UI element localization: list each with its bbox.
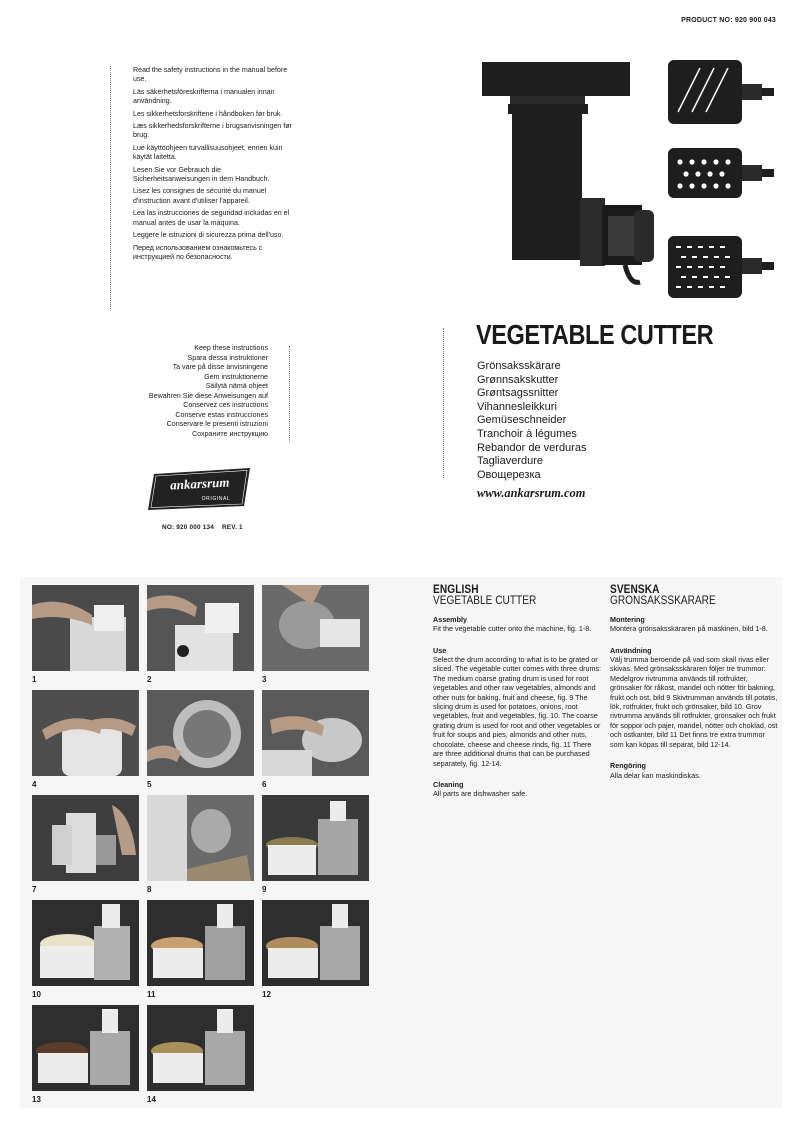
- figure-label: 8: [147, 885, 152, 894]
- figure-photo-8: [147, 795, 254, 881]
- figure-label: 7: [32, 885, 37, 894]
- keep-instructions: [128, 344, 268, 439]
- translation-line: Vihannesleikkuri: [477, 400, 557, 413]
- language-heading: ENGLISH: [433, 584, 479, 596]
- figure-label: 13: [32, 1095, 41, 1104]
- keep-divider: [289, 346, 290, 442]
- keep-line: Ta vare på disse anvisningene: [172, 363, 268, 371]
- safety-line: Lesen Sie vor Gebrauch die Sicherheitsanweisungen in dem Handbuch.: [133, 165, 270, 184]
- safety-line: Перед использованием ознакомьтесь с инструкцией по безопасности.: [133, 243, 263, 261]
- safety-line: Lisez les consignes de sécurité du manuel d'instruction avant d'utiliser l'appareil.: [133, 187, 267, 205]
- language-subtitle: GRÖNSAKSSKÄRARE: [610, 595, 716, 608]
- section-body: Select the drum according to what is to be grated or sliced. The vegetable cutter comes with three drums: The medium coarse grating drum is used for root vegetables and other raw vegetables, almonds and other nuts for baking, fruit and cheese, fig. 9 The slicing drum is used for potatoes, onions, root vegetables, fruit and vegetables, fig. 10. The coarse grating drum is used for root and other vegetables or fruit for soups and pies, almonds and other nuts, chocolate, cheese and cheese rinds, fig. 11 There are three additional drums that can be purchased separately, fig. 12-14.: [433, 655, 602, 768]
- title-divider: [443, 328, 444, 478]
- figure-photo-9: [262, 795, 369, 881]
- safety-divider: [110, 66, 111, 309]
- figure-label: 6: [262, 780, 267, 789]
- figure-label: 3: [262, 675, 267, 684]
- figure-photo-14: [147, 1005, 254, 1091]
- keep-line: Сохраните инструкцию: [192, 429, 268, 438]
- figure-label: 10: [32, 990, 41, 999]
- website-link[interactable]: www.ankarsrum.com: [477, 486, 586, 500]
- title-translations: [477, 360, 586, 482]
- english-column: [433, 586, 603, 799]
- section-heading: Use: [433, 645, 447, 655]
- safety-line: Read the safety instructions in the manual before use.: [133, 66, 288, 84]
- figure-photo-1: [32, 585, 139, 671]
- section-heading: Montering: [610, 614, 645, 624]
- section-body: Alla delar kan maskindiskas.: [610, 770, 701, 780]
- doc-number: NO: 920 000 134: [162, 524, 215, 531]
- safety-line: Les sikkerhetsforskriftene i håndboken før bruk.: [133, 109, 283, 118]
- figure-label: 14: [147, 1095, 156, 1104]
- translation-line: Tagliaverdure: [477, 455, 544, 468]
- safety-line: Læs sikkerhedsforskrifterne i brugsanvisningen før brug.: [133, 122, 292, 140]
- figure-label: 12: [262, 990, 271, 999]
- figure-label: 5: [147, 780, 152, 789]
- section-body: Montera grönsaksskäraren på maskinen, bild 1-8.: [610, 624, 768, 634]
- svenska-column: [610, 586, 780, 780]
- figure-photo-13: [32, 1005, 139, 1091]
- doc-revision: REV. 1: [221, 524, 243, 531]
- translation-line: Gemüseschneider: [477, 414, 567, 427]
- section-body: Välj trumma beroende på vad som skall rivas eller skivas. Med grönsaksskäraren följer tre trummor: Medelgrov rivtrumma används till rotfrukter, grönsaker för råkost, mandel och nötter för bakning, frukt och ost, bild 9 Skivtrumman används till potatis, lök, rotfrukter, frukt och grönsaker, bild 10. Grov rivtrumma används till rotfrukter, grönsaker och frukt för soppor och pajer, mandel, nötter och choklad, ost och ostkanter, bild 11 Det finns tre extra trummor som kan köpas till separat, bild 12-14.: [610, 655, 778, 749]
- brand-tagline: ORIGINAL: [201, 496, 231, 502]
- figure-photo-7: [32, 795, 139, 881]
- product-number: PRODUCT NO: 920 900 043: [681, 17, 776, 24]
- section-heading: Rengöring: [610, 761, 646, 771]
- safety-instructions: [133, 66, 293, 265]
- figure-label: 2: [147, 675, 152, 684]
- figure-photo-3: [262, 585, 369, 671]
- document-number: [162, 524, 243, 531]
- brand-name: ankarsrum: [169, 474, 230, 493]
- safety-line: Läs säkerhetsföreskrifterna i manualen innan användning.: [133, 87, 275, 106]
- safety-line: Leggere le istruzioni di sicurezza prima dell'uso.: [133, 231, 284, 240]
- language-heading: SVENSKA: [610, 584, 660, 596]
- section-body: All parts are dishwasher safe.: [433, 789, 528, 799]
- safety-line: Lue käyttöohjeen turvallisuusohjeet, ennen kuin käytät laitetta.: [133, 143, 283, 162]
- figure-photo-5: [147, 690, 254, 776]
- figure-photo-6: [262, 690, 369, 776]
- figure-photo-10: [32, 900, 139, 986]
- translation-line: Grönsaksskärare: [477, 360, 561, 372]
- keep-line: Conservez ces instructions: [183, 401, 268, 409]
- translation-line: Grøntsagssnitter: [477, 387, 559, 400]
- figure-photo-4: [32, 690, 139, 776]
- figure-photo-2: [147, 585, 254, 671]
- translation-line: Tranchoir à légumes: [477, 427, 577, 440]
- section-heading: Användning: [610, 645, 652, 655]
- product-title: VEGETABLE CUTTER: [476, 319, 714, 350]
- section-heading: Cleaning: [433, 779, 464, 789]
- figure-photo-12: [262, 900, 369, 986]
- safety-line: Lea las instrucciones de seguridad incluidas en el manual antes de usar la máquina.: [133, 209, 290, 227]
- figure-label: 11: [147, 990, 156, 999]
- figure-label: 4: [32, 780, 37, 789]
- figure-label: 1: [32, 675, 37, 684]
- section-body: Fit the vegetable cutter onto the machine, fig. 1-8.: [433, 624, 592, 634]
- keep-line: Keep these instructions: [194, 344, 268, 352]
- figure-photo-11: [147, 900, 254, 986]
- keep-line: Säilytä nämä ohjeet: [205, 382, 268, 390]
- translation-line: Rebandor de verduras: [477, 441, 587, 454]
- translation-line: Grønnsakskutter: [477, 373, 559, 386]
- keep-line: Conserve estas instrucciones: [175, 410, 268, 419]
- translation-line: Овощерезка: [477, 468, 541, 481]
- figure-label: 9: [262, 885, 267, 894]
- keep-line: Conservare le presenti istruzioni: [166, 420, 268, 428]
- keep-line: Spara dessa instruktioner: [187, 353, 268, 362]
- section-heading: Assembly: [433, 614, 467, 624]
- product-illustration: [460, 50, 790, 312]
- language-subtitle: VEGETABLE CUTTER: [433, 595, 537, 608]
- keep-line: Bewahren Sie diese Anweisungen auf: [148, 391, 268, 400]
- keep-line: Gem instruktionerne: [204, 372, 268, 381]
- ankarsrum-logo: [146, 466, 252, 511]
